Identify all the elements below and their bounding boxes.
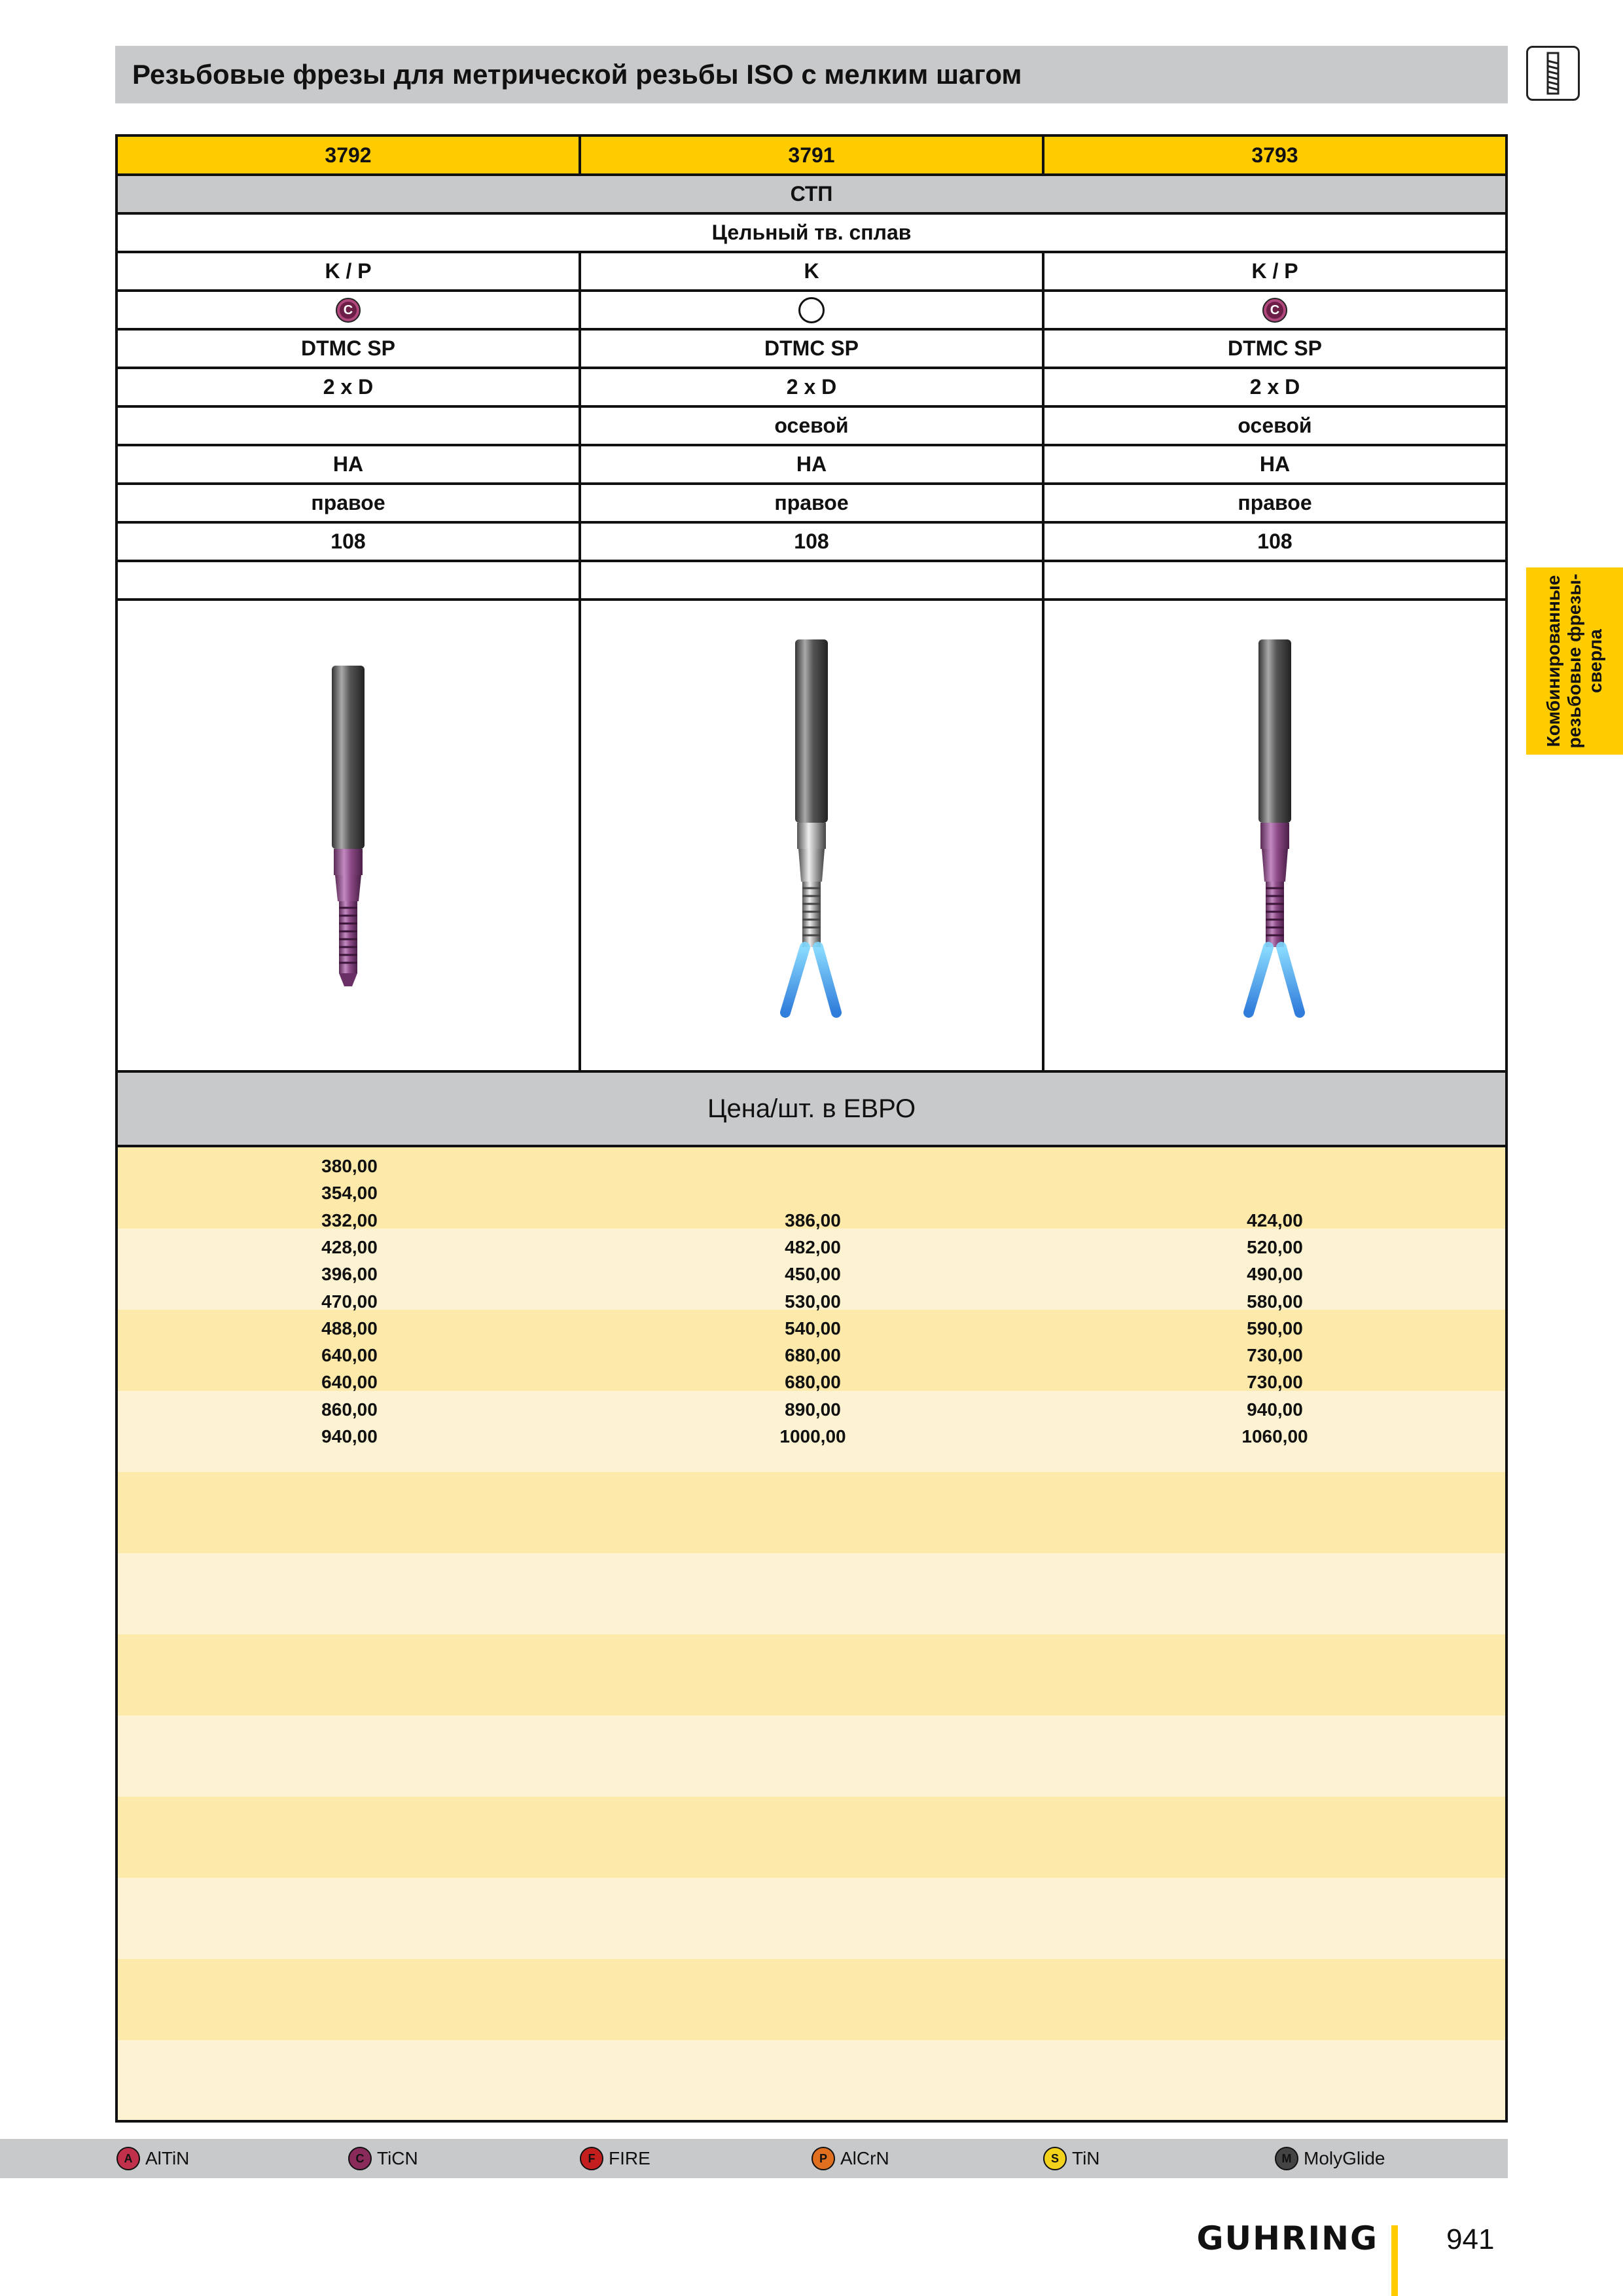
brand-divider xyxy=(1391,2225,1398,2296)
tool-image-cell xyxy=(581,601,1044,1070)
page-title: Резьбовые фрезы для метрической резьбы ISO с мелким шагом xyxy=(115,46,1508,103)
length-cell: 2 x D xyxy=(581,369,1044,405)
legend-label: TiN xyxy=(1072,2148,1100,2168)
price-cell: 940,00 xyxy=(1247,1399,1303,1420)
price-cell: 890,00 xyxy=(785,1399,841,1420)
price-cell: 490,00 xyxy=(1247,1264,1303,1285)
coolant-row xyxy=(118,408,1505,446)
price-cell: 482,00 xyxy=(785,1236,841,1257)
price-cell: 354,00 xyxy=(321,1183,378,1204)
price-stripe xyxy=(118,1715,1505,1797)
coating-badge-icon: S xyxy=(1043,2147,1067,2170)
type-cell: DTMC SP xyxy=(118,331,581,367)
product-table xyxy=(115,134,1508,2123)
price-cell: 680,00 xyxy=(785,1372,841,1393)
tool-image-cell xyxy=(118,601,581,1070)
price-stripe xyxy=(118,2040,1505,2120)
coating-row xyxy=(118,292,1505,331)
price-cell: 730,00 xyxy=(1247,1372,1303,1393)
price-cell: 488,00 xyxy=(321,1318,378,1338)
price-cell: 386,00 xyxy=(785,1210,841,1230)
length-row xyxy=(118,369,1505,408)
price-stripe xyxy=(118,1634,1505,1715)
page-number: 941 xyxy=(1446,2223,1495,2255)
direction-cell: правое xyxy=(1238,491,1312,514)
thread-mill-icon xyxy=(1526,46,1580,101)
legend-item xyxy=(1043,2145,1100,2172)
coating-badge-icon: A xyxy=(116,2147,140,2170)
price-cell: 860,00 xyxy=(321,1399,378,1420)
price-cell: 640,00 xyxy=(321,1345,378,1366)
price-stripe xyxy=(118,1472,1505,1553)
legend-label: TiCN xyxy=(377,2148,418,2168)
price-cell: 450,00 xyxy=(785,1264,841,1285)
price-cell: 540,00 xyxy=(785,1318,841,1338)
standard-number-cell: 108 xyxy=(581,524,1044,560)
price-cell: 730,00 xyxy=(1247,1345,1303,1366)
ticn-coating-icon: C xyxy=(336,298,361,323)
price-stripe xyxy=(118,1797,1505,1878)
price-cell: 1060,00 xyxy=(1241,1426,1308,1446)
section-side-tab xyxy=(1526,567,1623,755)
type-row xyxy=(118,331,1505,369)
image-row xyxy=(118,601,1505,1073)
price-cell: 590,00 xyxy=(1247,1318,1303,1338)
legend-item xyxy=(812,2145,889,2172)
application-cell: K / P xyxy=(1251,259,1298,283)
price-cell: 580,00 xyxy=(1247,1291,1303,1312)
ticn-coating-icon: C xyxy=(1262,298,1287,323)
shank-cell: HA xyxy=(118,446,581,482)
price-cell: 940,00 xyxy=(321,1426,378,1446)
thread-mill-drill-image xyxy=(759,633,864,1039)
price-stripe xyxy=(118,1959,1505,2040)
application-cell: K xyxy=(581,253,1044,289)
price-cell: 396,00 xyxy=(321,1264,378,1285)
direction-cell: правое xyxy=(118,485,581,521)
type-cell: DTMC SP xyxy=(581,331,1044,367)
legend-label: MolyGlide xyxy=(1304,2148,1385,2168)
direction-cell: правое xyxy=(581,485,1044,521)
shank-cell: HA xyxy=(581,446,1044,482)
price-stripe xyxy=(118,1878,1505,1959)
price-cell: 530,00 xyxy=(785,1291,841,1312)
standard-cell: СТП xyxy=(790,182,833,206)
article-row xyxy=(118,137,1505,176)
standard-number-row xyxy=(118,524,1505,562)
price-cell: 428,00 xyxy=(321,1236,378,1257)
article-cell: 3791 xyxy=(581,137,1044,173)
price-cell: 520,00 xyxy=(1247,1236,1303,1257)
coating-legend xyxy=(0,2139,1508,2178)
coolant-cell: осевой xyxy=(1238,414,1312,437)
standard-row xyxy=(118,176,1505,215)
legend-item xyxy=(348,2145,418,2172)
legend-item xyxy=(580,2145,651,2172)
coolant-cell: осевой xyxy=(581,408,1044,444)
legend-item xyxy=(116,2145,189,2172)
material-cell: Цельный тв. сплав xyxy=(711,221,912,244)
thread-mill-drill-image xyxy=(1222,633,1327,1039)
coating-badge-icon: F xyxy=(580,2147,603,2170)
material-row xyxy=(118,215,1505,253)
brand-logo: GUHRING xyxy=(1196,2219,1378,2257)
coating-badge-icon: C xyxy=(348,2147,372,2170)
standard-number-cell: 108 xyxy=(1257,529,1293,553)
length-cell: 2 x D xyxy=(118,369,581,405)
price-cell: 424,00 xyxy=(1247,1210,1303,1230)
direction-row xyxy=(118,485,1505,524)
coating-badge-icon: M xyxy=(1275,2147,1298,2170)
tool-image-cell xyxy=(1044,601,1505,1070)
standard-number-cell: 108 xyxy=(118,524,581,560)
legend-label: FIRE xyxy=(609,2148,651,2168)
length-cell: 2 x D xyxy=(1249,375,1300,399)
article-cell: 3793 xyxy=(1251,143,1298,167)
application-row xyxy=(118,253,1505,292)
price-cell: 640,00 xyxy=(321,1372,378,1393)
coating-badge-icon: P xyxy=(812,2147,835,2170)
side-tab-label: Комбинированные резьбовые фрезы-сверла xyxy=(1543,573,1605,749)
price-stripe xyxy=(118,1553,1505,1634)
legend-item xyxy=(1275,2145,1385,2172)
price-cell: 1000,00 xyxy=(779,1426,846,1446)
shank-row xyxy=(118,446,1505,485)
coolant-cell xyxy=(118,408,581,444)
price-header: Цена/шт. в ЕВРО xyxy=(118,1073,1505,1147)
empty-row xyxy=(118,562,1505,601)
type-cell: DTMC SP xyxy=(1228,336,1322,360)
price-cell: 380,00 xyxy=(321,1156,378,1176)
application-cell: K / P xyxy=(118,253,581,289)
uncoated-icon xyxy=(798,297,825,323)
thread-mill-drill-image xyxy=(309,659,387,1013)
legend-label: AlCrN xyxy=(840,2148,889,2168)
price-cell: 680,00 xyxy=(785,1345,841,1366)
article-cell: 3792 xyxy=(118,137,581,173)
price-cell: 332,00 xyxy=(321,1210,378,1230)
legend-label: AlTiN xyxy=(145,2148,190,2168)
price-cell: 470,00 xyxy=(321,1291,378,1312)
shank-cell: HA xyxy=(1259,452,1291,476)
